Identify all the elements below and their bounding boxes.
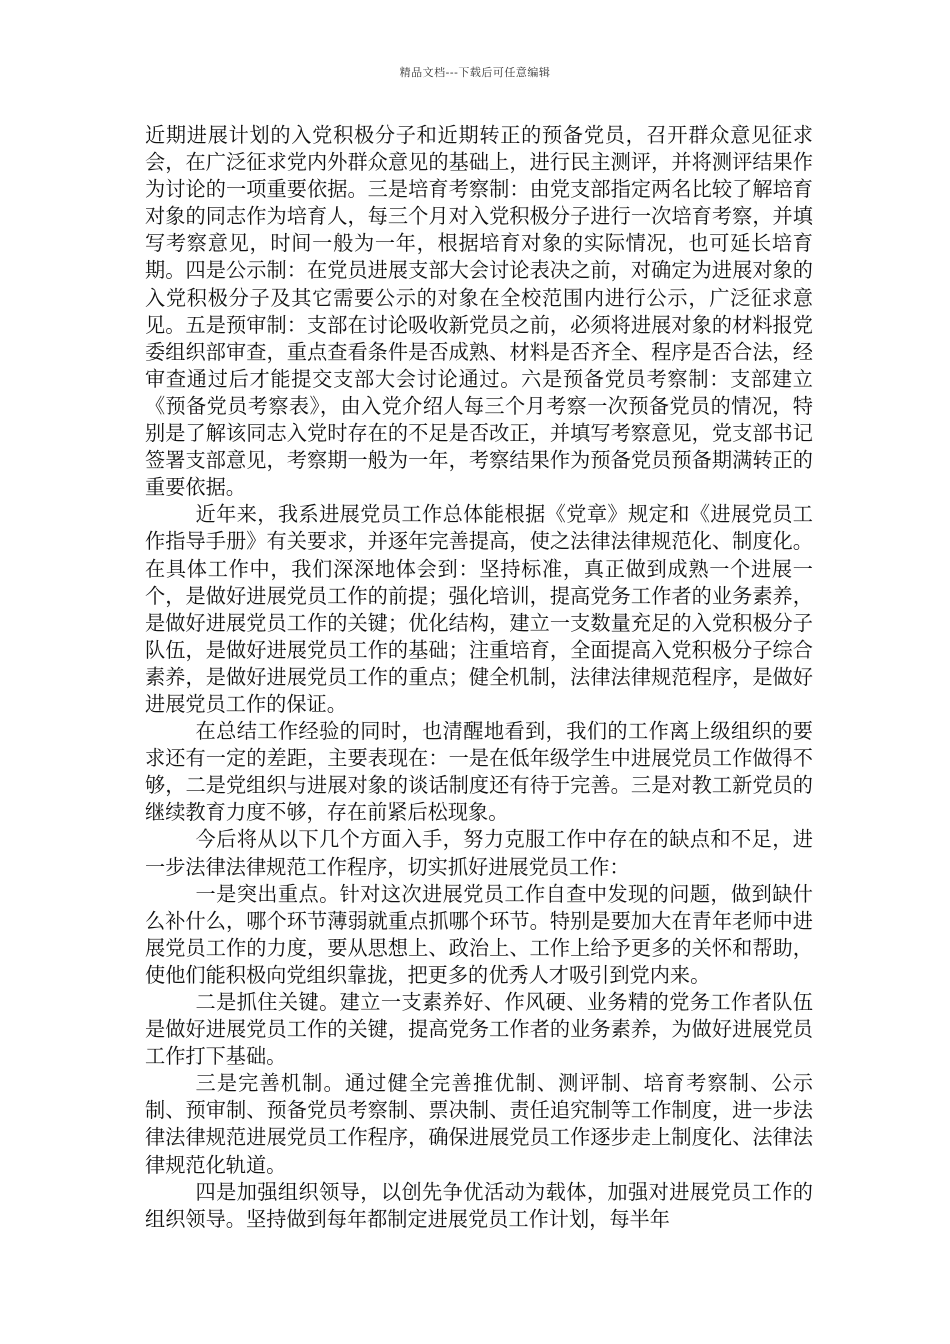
paragraph-7: 三是完善机制。通过健全完善推优制、测评制、培育考察制、公示制、预审制、预备党员考察制、票决制、责任追究制等工作制度，进一步法律法律规范进展党员工作程序，确保进展党员工作逐步走上制度化、法律法律规范化轨道。 [145, 1071, 813, 1177]
paragraph-3: 在总结工作经验的同时，也清醒地看到，我们的工作离上级组织的要求还有一定的差距，主要表现在：一是在低年级学生中进展党员工作做得不够，二是党组织与进展对象的谈话制度还有待于完善。三是对教工新党员的继续教育力度不够，存在前紧后松现象。 [145, 719, 813, 825]
document-body [145, 122, 813, 1233]
page-header: 精品文档---下载后可任意编辑 [399, 66, 551, 79]
paragraph-4: 今后将从以下几个方面入手，努力克服工作中存在的缺点和不足，进一步法律法律规范工作程序，切实抓好进展党员工作： [145, 827, 813, 879]
paragraph-1: 近期进展计划的入党积极分子和近期转正的预备党员，召开群众意见征求会，在广泛征求党内外群众意见的基础上，进行民主测评，并将测评结果作为讨论的一项重要依据。三是培育考察制：由党支部指定两名比较了解培育对象的同志作为培育人，每三个月对入党积极分子进行一次培育考察，并填写考察意见，时间一般为一年，根据培育对象的实际情况，也可延长培育期。四是公示制：在党员进展支部大会讨论表决之前，对确定为进展对象的入党积极分子及其它需要公示的对象在全校范围内进行公示，广泛征求意见。五是预审制：支部在讨论吸收新党员之前，必须将进展对象的材料报党委组织部审查，重点查看条件是否成熟、材料是否齐全、程序是否合法，经审查通过后才能提交支部大会讨论通过。六是预备党员考察制：支部建立《预备党员考察表》，由入党介绍人每三个月考察一次预备党员的情况，特别是了解该同志入党时存在的不足是否改正，并填写考察意见，党支部书记签署支部意见，考察期一般为一年，考察结果作为预备党员预备期满转正的重要依据。 [145, 123, 813, 500]
paragraph-6: 二是抓住关键。建立一支素养好、作风硬、业务精的党务工作者队伍是做好进展党员工作的关键，提高党务工作者的业务素养，为做好进展党员工作打下基础。 [145, 990, 813, 1069]
paragraph-2: 近年来，我系进展党员工作总体能根据《党章》规定和《进展党员工作指导手册》有关要求，并逐年完善提高，使之法律法律规范化、制度化。在具体工作中，我们深深地体会到：坚持标准，真正做到成熟一个进展一个，是做好进展党员工作的前提；强化培训，提高党务工作者的业务素养，是做好进展党员工作的关键；优化结构，建立一支数量充足的入党积极分子队伍，是做好进展党员工作的基础；注重培育，全面提高入党积极分子综合素养，是做好进展党员工作的重点；健全机制，法律法律规范程序，是做好进展党员工作的保证。 [145, 502, 813, 716]
paragraph-8: 四是加强组织领导，以创先争优活动为载体，加强对进展党员工作的组织领导。坚持做到每年都制定进展党员工作计划，每半年 [145, 1179, 813, 1231]
paragraph-5: 一是突出重点。针对这次进展党员工作自查中发现的问题，做到缺什么补什么，哪个环节薄弱就重点抓哪个环节。特别是要加大在青年老师中进展党员工作的力度，要从思想上、政治上、工作上给予更多的关怀和帮助，使他们能积极向党组织靠拢，把更多的优秀人才吸引到党内来。 [145, 881, 813, 987]
